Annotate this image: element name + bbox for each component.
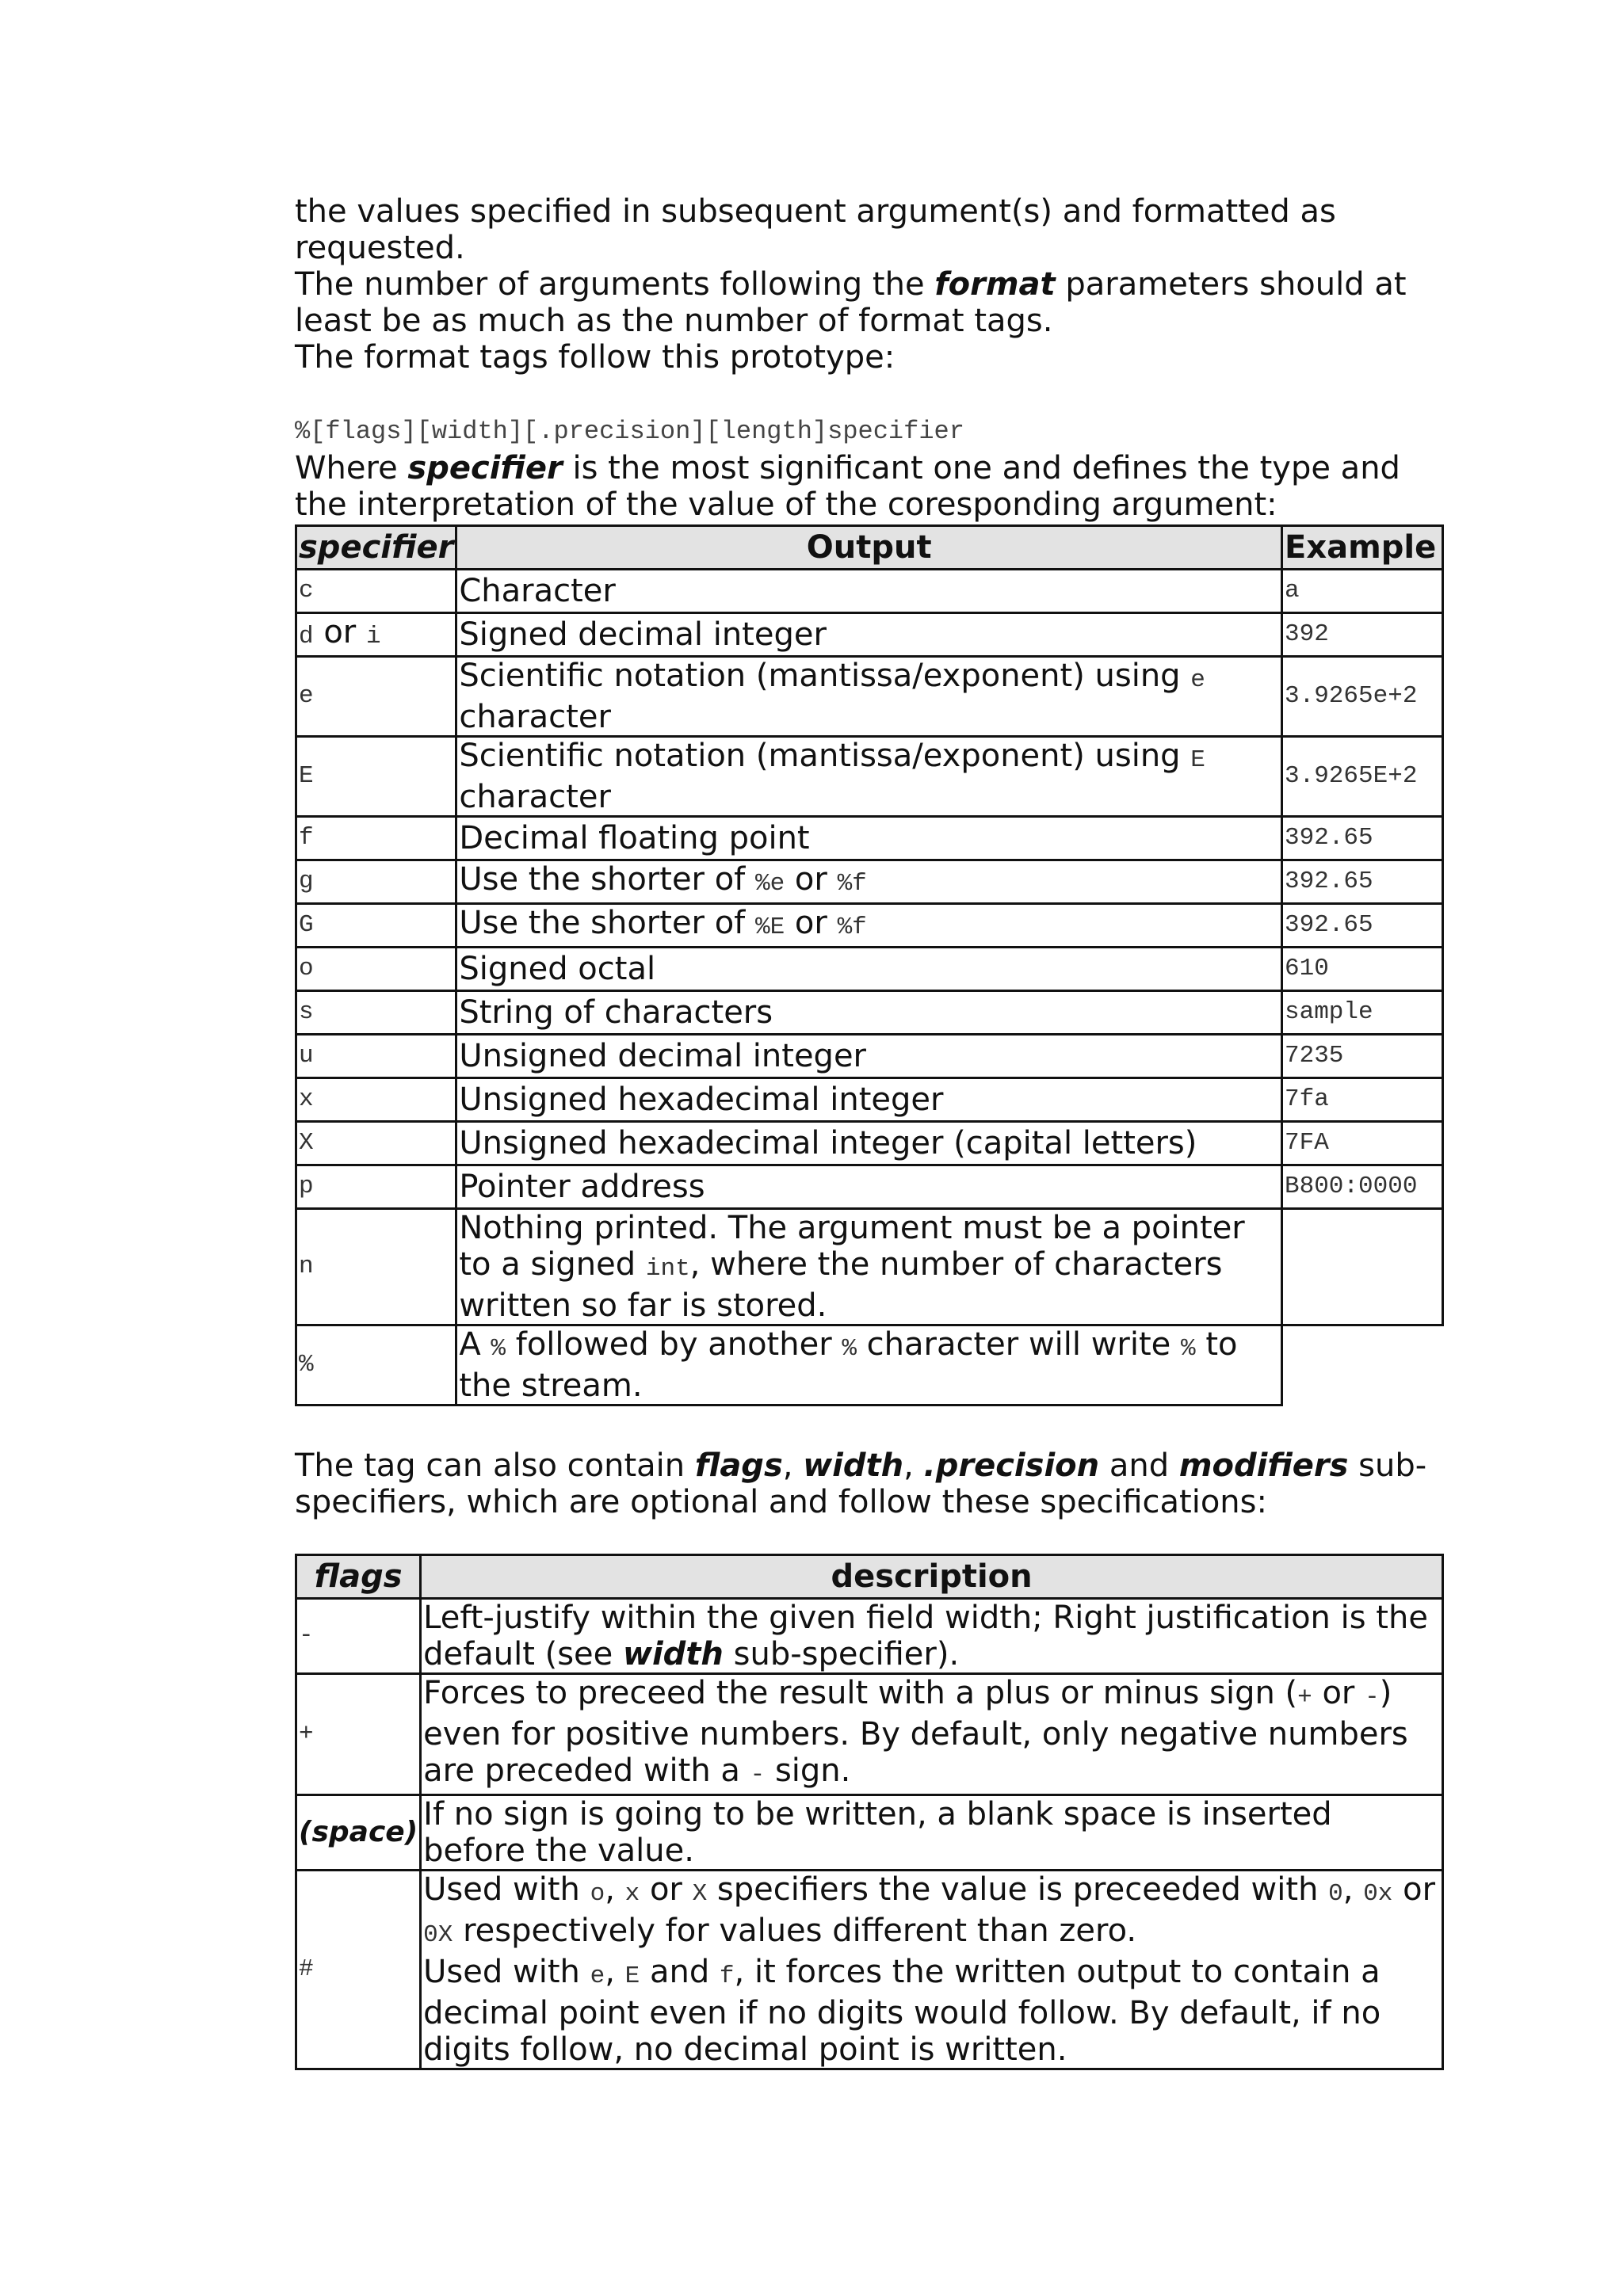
where-paragraph: Where specifier is the most significant one and defines the type and the interpretation of the value of the coresponding argument: (295, 450, 1400, 523)
example-cell: 392.65 (1282, 904, 1443, 948)
spec-cell: f (296, 817, 456, 860)
spec-cell: n (296, 1209, 456, 1325)
table-row (296, 737, 1443, 817)
spec-cell: E (296, 737, 456, 817)
specifier-table (295, 524, 1444, 1406)
format-keyword: format (934, 266, 1056, 303)
description-cell: Used with o, x or X specifiers the value is preceeded with 0, 0x or 0X respectively for values different than zero. Used with e, E and f, it forces the written output to contain a decimal point even if no digits would follow. By default, if no digits follow, no decimal point is written. (421, 1871, 1443, 2069)
example-cell: 392.65 (1282, 860, 1443, 904)
header-output: Output (456, 526, 1282, 570)
table-row (296, 904, 1443, 948)
example-cell (1282, 1209, 1443, 1325)
table-row (296, 1209, 1443, 1325)
flags-table (295, 1554, 1444, 2070)
table-row (296, 1035, 1443, 1078)
example-cell: 610 (1282, 948, 1443, 991)
table-row (296, 817, 1443, 860)
spec-cell: x (296, 1078, 456, 1122)
example-cell: 3.9265e+2 (1282, 657, 1443, 737)
example-cell: 392 (1282, 613, 1443, 657)
table-row (296, 570, 1443, 613)
spec-cell: o (296, 948, 456, 991)
output-cell: Use the shorter of %E or %f (456, 904, 1282, 948)
output-cell: String of characters (456, 991, 1282, 1035)
output-cell: Scientific notation (mantissa/exponent) using e character (456, 657, 1282, 737)
flag-cell: (space) (296, 1795, 421, 1871)
specifier-keyword: specifier (407, 450, 563, 486)
spec-cell: g (296, 860, 456, 904)
spec-cell: u (296, 1035, 456, 1078)
flag-cell: # (296, 1871, 421, 2069)
table-row (296, 948, 1443, 991)
output-cell: Signed decimal integer (456, 613, 1282, 657)
table-row (296, 860, 1443, 904)
header-specifier: specifier (296, 526, 456, 570)
table-row (296, 991, 1443, 1035)
example-cell: 392.65 (1282, 817, 1443, 860)
format-prototype: %[flags][width][.precision][length]specifier (295, 417, 964, 446)
spec-cell: c (296, 570, 456, 613)
header-description: description (421, 1555, 1443, 1599)
tag-paragraph: The tag can also contain flags, width, .precision and modifiers sub-specifiers, which are optional and follow these specifications: (295, 1447, 1427, 1520)
empty-example-cell (1282, 1325, 1443, 1405)
example-cell: a (1282, 570, 1443, 613)
table-row (296, 657, 1443, 737)
spec-cell: e (296, 657, 456, 737)
table-row (296, 1325, 1443, 1405)
output-cell: Unsigned hexadecimal integer (456, 1078, 1282, 1122)
example-cell: 7235 (1282, 1035, 1443, 1078)
table-row (296, 1165, 1443, 1209)
document-page (295, 193, 1444, 2070)
output-cell: Unsigned decimal integer (456, 1035, 1282, 1078)
description-cell: If no sign is going to be written, a blank space is inserted before the value. (421, 1795, 1443, 1871)
example-cell: 7fa (1282, 1078, 1443, 1122)
output-cell: A % followed by another % character will write % to the stream. (456, 1325, 1282, 1405)
description-cell: Forces to preceed the result with a plus or minus sign (+ or -) even for positive numbers. By default, only negative numbers are preceded with a - sign. (421, 1674, 1443, 1795)
intro-line-3: The format tags follow this prototype: (295, 339, 896, 376)
spec-cell: s (296, 991, 456, 1035)
table-row (296, 1078, 1443, 1122)
table-header-row (296, 526, 1443, 570)
output-cell: Use the shorter of %e or %f (456, 860, 1282, 904)
output-cell: Character (456, 570, 1282, 613)
spec-cell: % (296, 1325, 456, 1405)
table-row (296, 1674, 1443, 1795)
example-cell: B800:0000 (1282, 1165, 1443, 1209)
spec-cell: X (296, 1122, 456, 1165)
flag-cell: - (296, 1599, 421, 1674)
spec-cell: p (296, 1165, 456, 1209)
output-cell: Unsigned hexadecimal integer (capital letters) (456, 1122, 1282, 1165)
intro-line-1: the values specified in subsequent argument(s) and formatted as requested. (295, 193, 1336, 266)
flag-cell: + (296, 1674, 421, 1795)
output-cell: Signed octal (456, 948, 1282, 991)
table-row (296, 1599, 1443, 1674)
output-cell: Nothing printed. The argument must be a pointer to a signed int, where the number of characters written so far is stored. (456, 1209, 1282, 1325)
description-cell: Left-justify within the given field width; Right justification is the default (see width sub-specifier). (421, 1599, 1443, 1674)
output-cell: Decimal floating point (456, 817, 1282, 860)
table-row (296, 1871, 1443, 2069)
header-flags: flags (296, 1555, 421, 1599)
table-row (296, 613, 1443, 657)
table-row (296, 1122, 1443, 1165)
example-cell: sample (1282, 991, 1443, 1035)
example-cell: 3.9265E+2 (1282, 737, 1443, 817)
intro-line-2: The number of arguments following the format parameters should at least be as much as the number of format tags. (295, 266, 1407, 339)
spec-cell: d or i (296, 613, 456, 657)
table-header-row (296, 1555, 1443, 1599)
example-cell: 7FA (1282, 1122, 1443, 1165)
table-row (296, 1795, 1443, 1871)
output-cell: Pointer address (456, 1165, 1282, 1209)
header-example: Example (1282, 526, 1443, 570)
spec-cell: G (296, 904, 456, 948)
output-cell: Scientific notation (mantissa/exponent) using E character (456, 737, 1282, 817)
